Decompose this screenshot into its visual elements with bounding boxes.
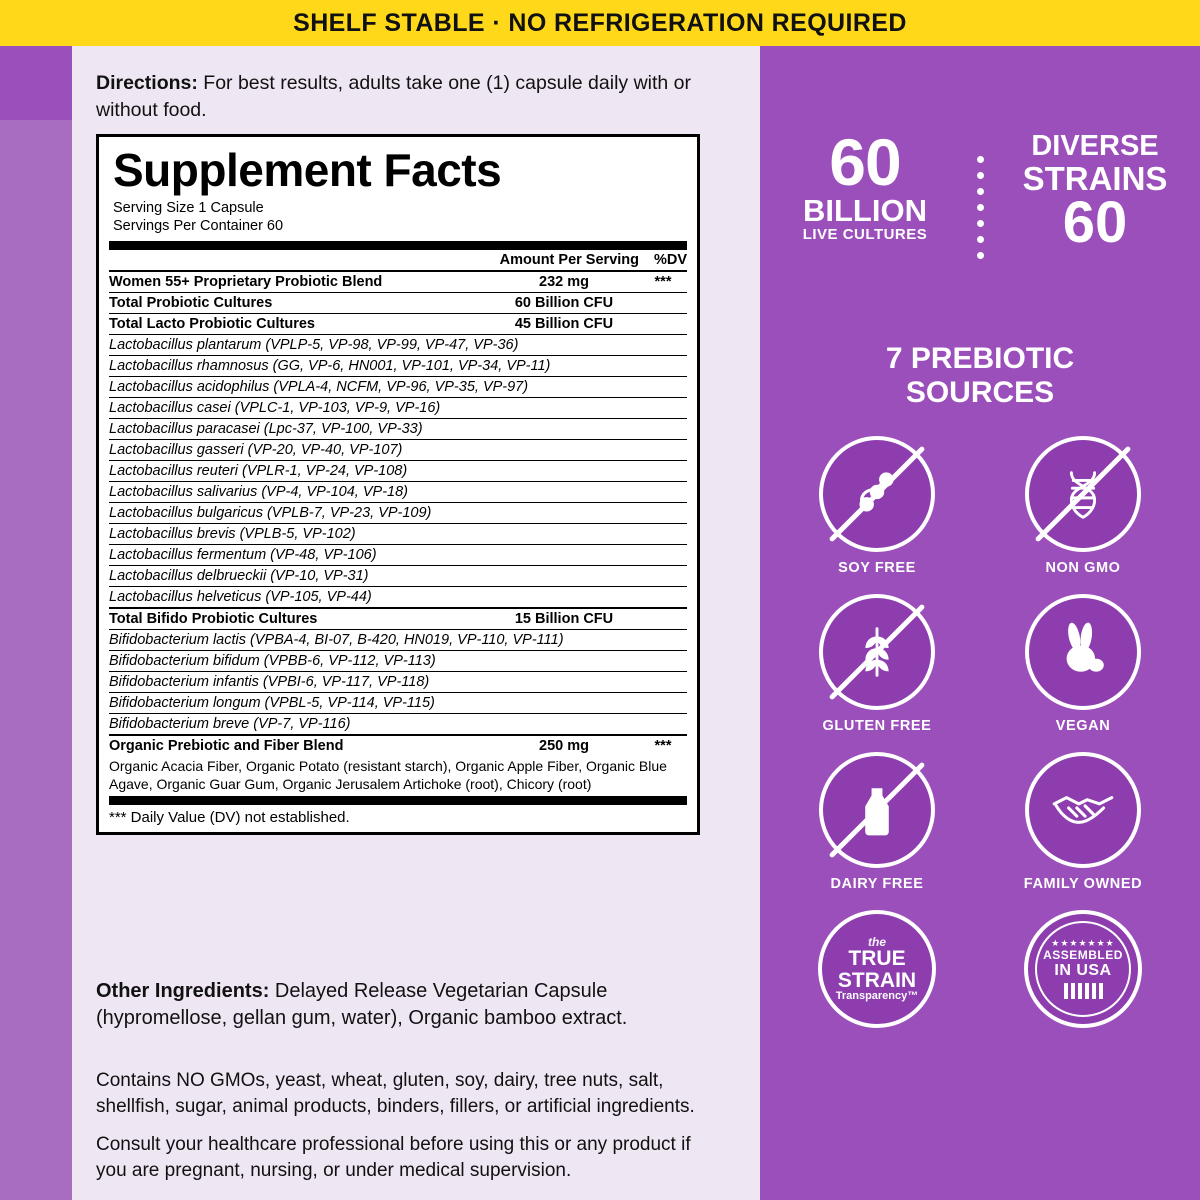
total-cultures-amount: 60 Billion CFU <box>489 293 639 314</box>
blend1-name: Women 55+ Proprietary Probiotic Blend <box>109 271 489 293</box>
strain-name: Lactobacillus delbrueckii (VP-10, VP-31) <box>109 566 687 587</box>
stat-live-cultures <box>760 125 970 282</box>
wheat-icon <box>819 594 935 710</box>
total-lacto-name: Total Lacto Probiotic Cultures <box>109 314 489 335</box>
contains-no-note: Contains NO GMOs, yeast, wheat, gluten, soy, dairy, tree nuts, salt, shellfish, sugar, animal products, binders, fillers, or artificial ingredients. <box>96 1070 695 1118</box>
strain-name: Lactobacillus salivarius (VP-4, VP-104, VP-18) <box>109 482 687 503</box>
badge-label: FAMILY OWNED <box>1023 876 1143 892</box>
badge-label: SOY FREE <box>838 560 916 576</box>
divider-dot <box>977 252 984 259</box>
supplement-facts-table <box>109 250 687 796</box>
usa-seal-inner <box>1035 921 1131 1017</box>
badge-gluten-free <box>784 594 970 734</box>
usa-line-in-usa: IN USA <box>1054 962 1112 979</box>
divider-dot <box>977 172 984 179</box>
blend1-dv: *** <box>639 271 687 293</box>
table-row-blend2 <box>109 735 687 756</box>
total-cultures-name: Total Probiotic Cultures <box>109 293 489 314</box>
total-bifido-dv <box>639 608 687 630</box>
total-lacto-amount: 45 Billion CFU <box>489 314 639 335</box>
milk-bottle-icon <box>819 752 935 868</box>
consult-note: Consult your healthcare professional before using this or any product if you are pregnant, nursing, or under medical supervision. <box>96 1134 691 1182</box>
serving-size: Serving Size 1 Capsule <box>113 200 264 216</box>
table-row-strain <box>109 461 687 482</box>
divider-dot <box>977 236 984 243</box>
strain-name: Lactobacillus helveticus (VP-105, VP-44) <box>109 587 687 609</box>
table-row-strain <box>109 335 687 356</box>
blend2-ingredients: Organic Acacia Fiber, Organic Potato (resistant starch), Organic Apple Fiber, Organic Blue Agave, Organic Guar Gum, Organic Jerusalem Artichoke (root), Chicory (root) <box>109 758 667 793</box>
stats-block <box>760 125 1200 282</box>
table-row-blend1 <box>109 271 687 293</box>
stat-diverse-strains <box>990 132 1200 282</box>
dotted-divider <box>970 132 990 282</box>
stat-number-strains: 60 <box>1062 190 1128 256</box>
badge-row <box>774 436 1186 576</box>
header-percent-dv: %DV <box>653 252 687 269</box>
divider-dot <box>977 188 984 195</box>
strain-name: Lactobacillus casei (VPLC-1, VP-103, VP-9, VP-16) <box>109 398 687 419</box>
table-row-strain <box>109 377 687 398</box>
stat-number-60: 60 <box>829 125 901 199</box>
strain-name: Lactobacillus gasseri (VP-20, VP-40, VP-107) <box>109 440 687 461</box>
prebiotic-sources-heading <box>760 342 1200 409</box>
stat-unit-billion: BILLION <box>803 192 927 228</box>
strain-name: Bifidobacterium breve (VP-7, VP-116) <box>109 714 687 736</box>
strain-name: Bifidobacterium longum (VPBL-5, VP-114, VP-115) <box>109 693 687 714</box>
table-row-strain <box>109 566 687 587</box>
header-amount-per-serving: Amount Per Serving <box>499 252 639 269</box>
usa-line-assembled: ASSEMBLED <box>1043 948 1123 962</box>
strain-name: Lactobacillus plantarum (VPLP-5, VP-98, VP-99, VP-47, VP-36) <box>109 335 687 356</box>
background-left-strip <box>0 120 72 1200</box>
blend2-amount: 250 mg <box>489 735 639 756</box>
supplement-facts-title: Supplement Facts <box>113 144 502 196</box>
shelf-stable-banner: SHELF STABLE · NO REFRIGERATION REQUIRED <box>0 0 1200 46</box>
other-ingredients-body: Delayed Release Vegetarian Capsule (hypromellose, gellan gum, water), Organic bamboo extract. <box>96 980 628 1029</box>
directions-label: Directions: <box>96 72 198 94</box>
seal-script-text: the <box>868 934 886 949</box>
stat-sub-live-cultures: LIVE CULTURES <box>802 225 928 243</box>
handshake-icon <box>1025 752 1141 868</box>
seal-line-true: TRUE <box>848 946 906 970</box>
table-row-strain <box>109 398 687 419</box>
table-header-row <box>109 250 687 271</box>
strain-name: Bifidobacterium lactis (VPBA-4, BI-07, B-420, HN019, VP-110, VP-111) <box>109 630 687 651</box>
table-row-blend2-ingredients <box>109 756 687 796</box>
table-row-strain <box>109 503 687 524</box>
badge-label: DAIRY FREE <box>830 876 924 892</box>
prohibition-slash <box>829 604 926 701</box>
blend1-amount: 232 mg <box>489 271 639 293</box>
table-row-total-lacto <box>109 314 687 335</box>
badge-vegan <box>990 594 1176 734</box>
dna-icon <box>1025 436 1141 552</box>
stars-icon: ★★★★★★★ <box>1051 938 1115 948</box>
other-ingredients-text <box>96 978 726 1032</box>
assembled-in-usa-seal <box>1024 910 1142 1028</box>
table-row-strain <box>109 419 687 440</box>
divider-dot <box>977 156 984 163</box>
table-row-strain <box>109 630 687 651</box>
table-row-strain <box>109 693 687 714</box>
strain-name: Lactobacillus fermentum (VP-48, VP-106) <box>109 545 687 566</box>
prebiotic-line-2: SOURCES <box>905 375 1055 409</box>
prebiotic-line-1: 7 PREBIOTIC <box>885 342 1075 375</box>
table-row-strain <box>109 356 687 377</box>
soybean-icon <box>819 436 935 552</box>
stat-line-diverse: DIVERSE <box>1031 130 1159 162</box>
stripes-icon <box>1064 983 1103 999</box>
strain-name: Lactobacillus reuteri (VPLR-1, VP-24, VP-108) <box>109 461 687 482</box>
directions-body: For best results, adults take one (1) capsule daily with or without food. <box>96 72 692 121</box>
total-bifido-name: Total Bifido Probiotic Cultures <box>109 608 489 630</box>
total-bifido-amount: 15 Billion CFU <box>489 608 639 630</box>
table-row-total-cultures <box>109 293 687 314</box>
seal-row <box>774 910 1186 1028</box>
strain-name: Bifidobacterium bifidum (VPBB-6, VP-112, VP-113) <box>109 651 687 672</box>
strain-name: Lactobacillus paracasei (Lpc-37, VP-100, VP-33) <box>109 419 687 440</box>
badge-label: NON GMO <box>1045 560 1121 576</box>
stat-line-strains: STRAINS <box>1022 159 1168 197</box>
strain-name: Lactobacillus bulgaricus (VPLB-7, VP-23, VP-109) <box>109 503 687 524</box>
table-row-strain <box>109 651 687 672</box>
badge-label: GLUTEN FREE <box>822 718 932 734</box>
true-strain-seal <box>818 910 936 1028</box>
prohibition-slash <box>829 762 926 859</box>
seal-line-transparency: Transparency™ <box>835 990 919 1003</box>
divider-dot <box>977 220 984 227</box>
table-row-strain <box>109 482 687 503</box>
daily-value-note: *** Daily Value (DV) not established. <box>109 809 350 827</box>
table-row-strain <box>109 672 687 693</box>
servings-per-container: Servings Per Container 60 <box>113 218 284 235</box>
blend2-dv: *** <box>639 735 687 756</box>
badge-grid <box>774 436 1186 1028</box>
right-rail <box>760 120 1200 1200</box>
total-lacto-dv <box>639 314 687 335</box>
badge-label: VEGAN <box>1055 718 1111 734</box>
strain-name: Lactobacillus rhamnosus (GG, VP-6, HN001, VP-101, VP-34, VP-11) <box>109 356 687 377</box>
table-row-strain <box>109 524 687 545</box>
seal-line-strain: STRAIN <box>837 968 917 992</box>
table-row-strain <box>109 545 687 566</box>
badge-soy-free <box>784 436 970 576</box>
rabbit-icon <box>1025 594 1141 710</box>
badge-family-owned <box>990 752 1176 892</box>
divider-thick-top <box>109 241 687 250</box>
other-ingredients-label: Other Ingredients: <box>96 980 270 1002</box>
table-row-total-bifido <box>109 608 687 630</box>
prohibition-slash <box>1035 446 1132 543</box>
badge-non-gmo <box>990 436 1176 576</box>
badge-dairy-free <box>784 752 970 892</box>
badge-row <box>774 594 1186 734</box>
badge-row <box>774 752 1186 892</box>
blend2-name: Organic Prebiotic and Fiber Blend <box>109 735 489 756</box>
strain-name: Lactobacillus brevis (VPLB-5, VP-102) <box>109 524 687 545</box>
total-cultures-dv <box>639 293 687 314</box>
table-row-strain <box>109 440 687 461</box>
strain-name: Lactobacillus acidophilus (VPLA-4, NCFM, VP-96, VP-35, VP-97) <box>109 377 687 398</box>
table-row-strain <box>109 587 687 609</box>
directions-text <box>96 70 716 124</box>
supplement-facts-panel <box>96 134 700 835</box>
table-row-strain <box>109 714 687 736</box>
divider-dot <box>977 204 984 211</box>
strain-name: Bifidobacterium infantis (VPBI-6, VP-117, VP-118) <box>109 672 687 693</box>
divider-thick-bottom <box>109 796 687 805</box>
